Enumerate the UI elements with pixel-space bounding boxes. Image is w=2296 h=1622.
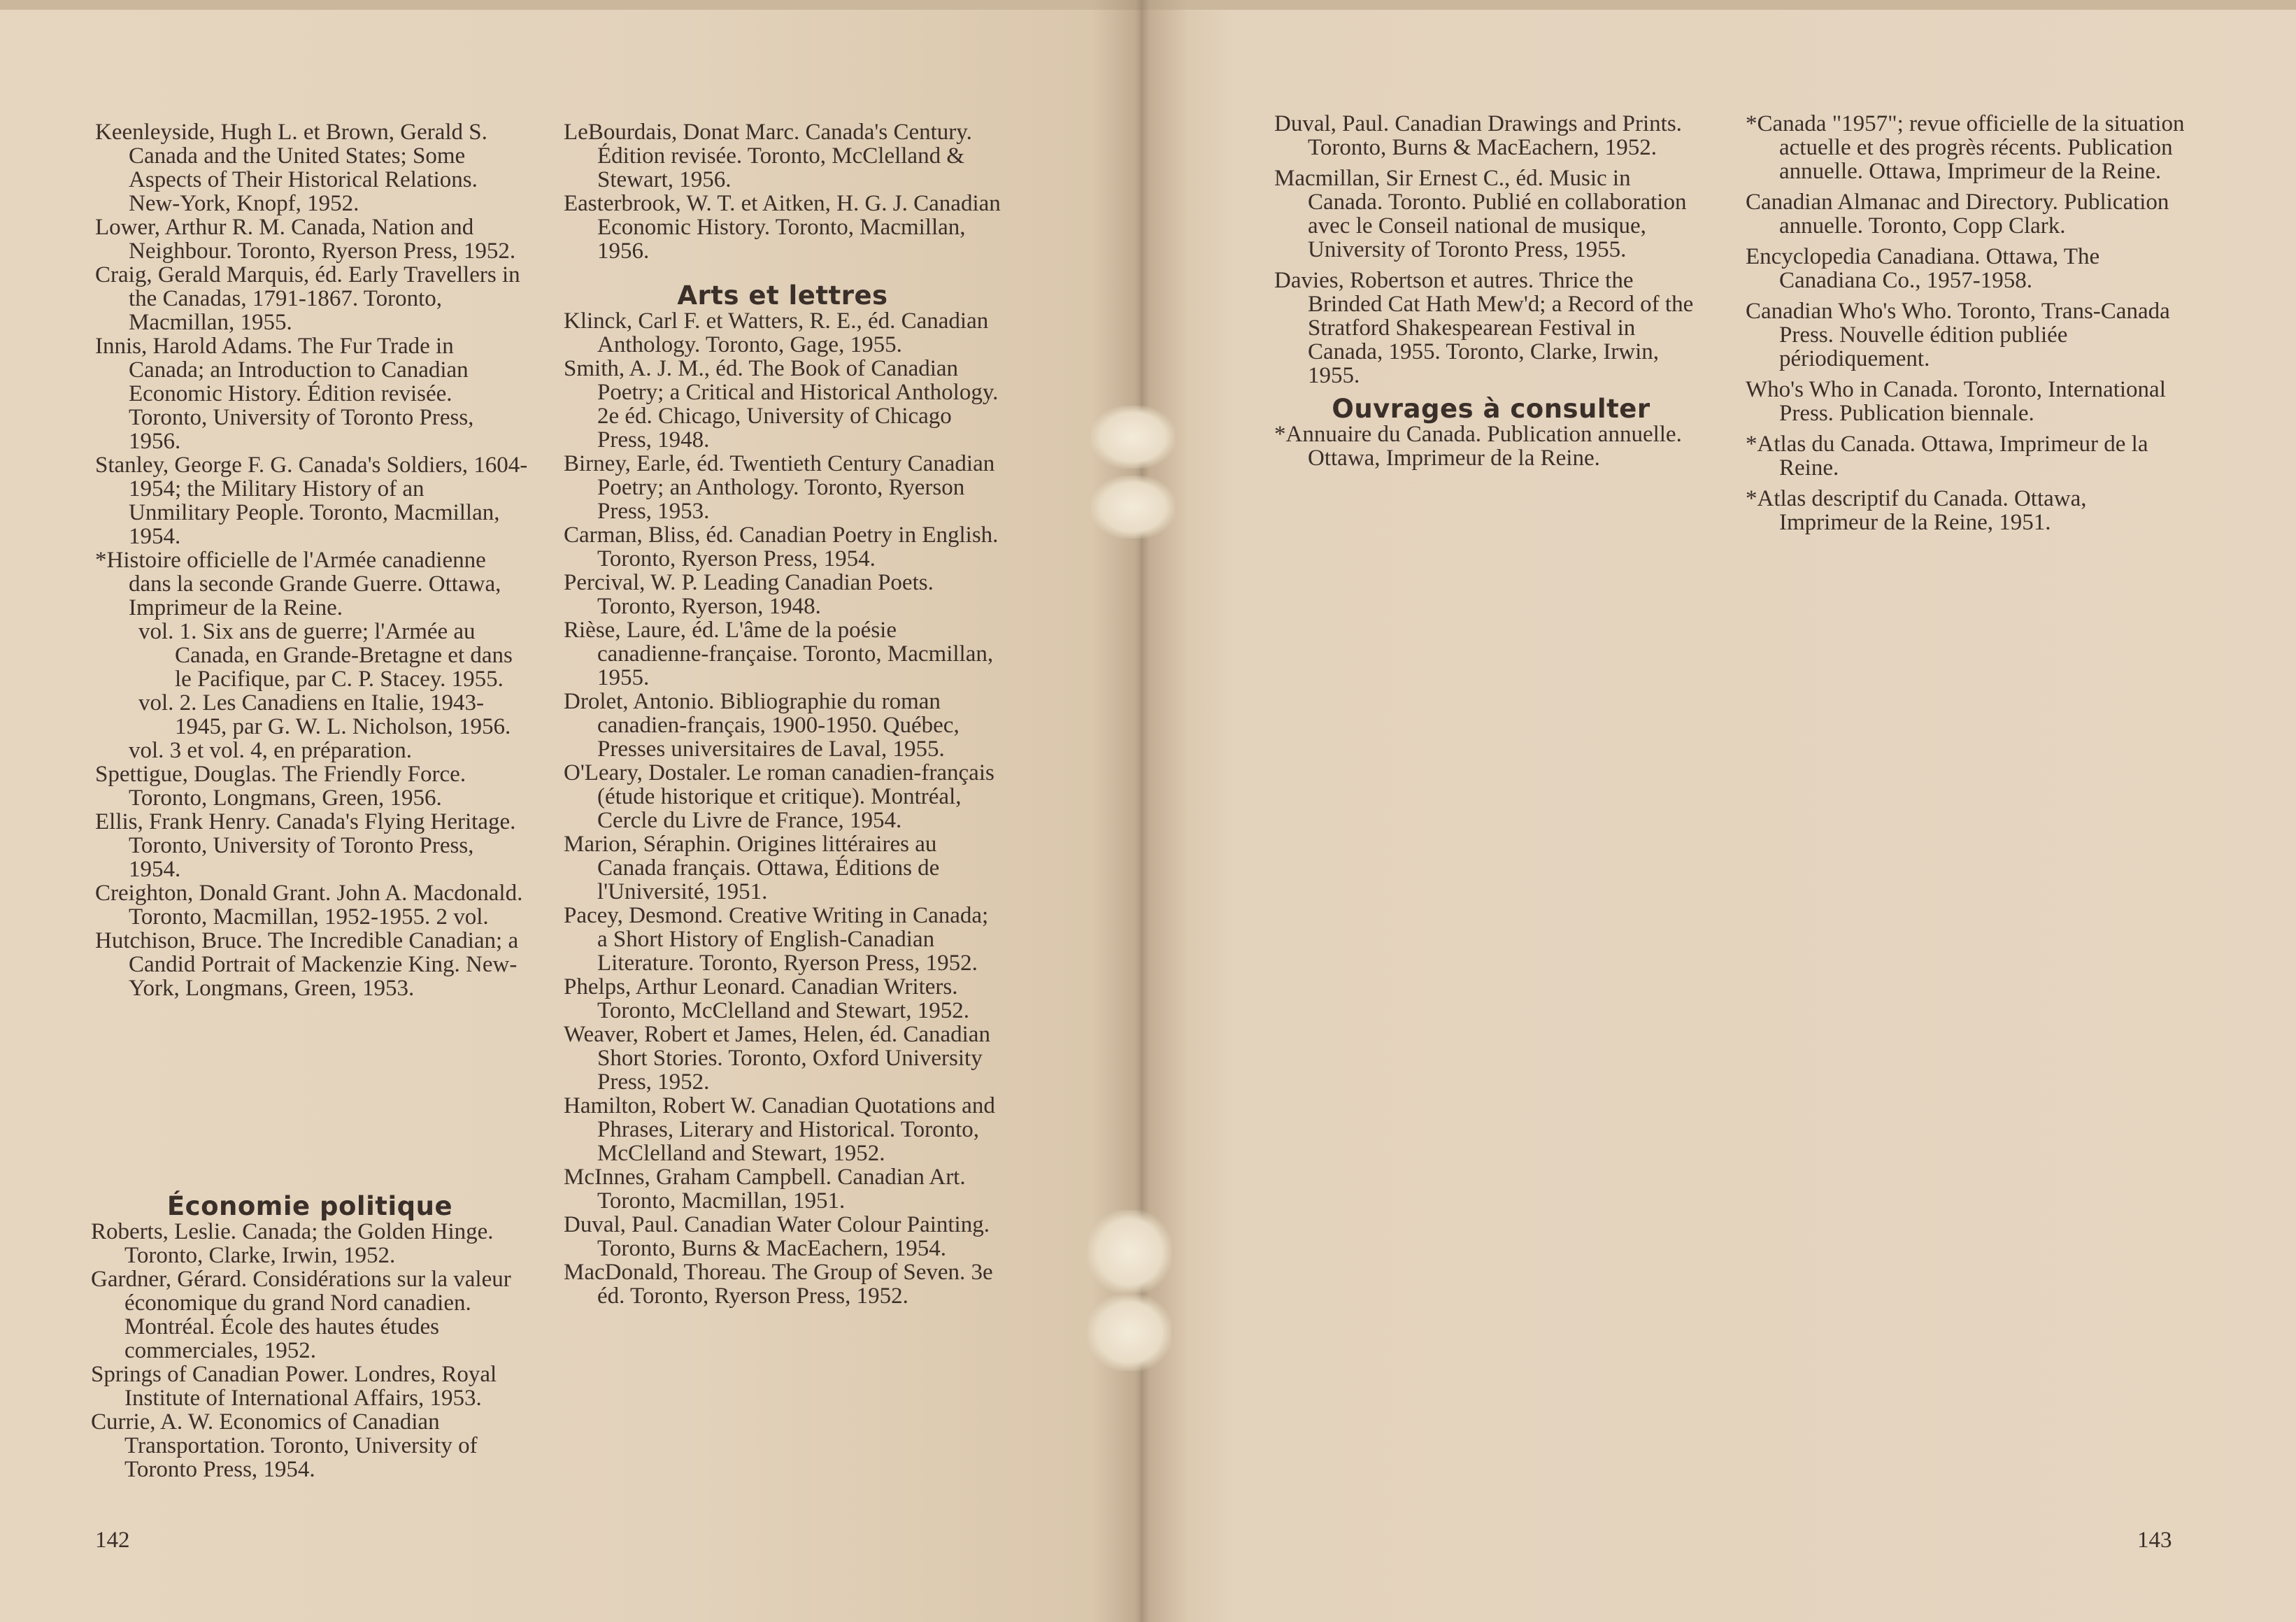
bibliography-entry: Rièse, Laure, éd. L'âme de la poésie canadienne-française. Toronto, Macmillan, 1955.	[564, 618, 994, 690]
bibliography-entry: Percival, W. P. Leading Canadian Poets. Toronto, Ryerson, 1948.	[564, 570, 934, 619]
bibliography-entry: Duval, Paul. Canadian Drawings and Prints. Toronto, Burns & MacEachern, 1952.	[1274, 111, 1682, 160]
bibliography-entry: Smith, A. J. M., éd. The Book of Canadian Poetry; a Critical and Historical Anthology. 2e éd. Chicago, University of Chicago Press, 1948.	[564, 356, 999, 453]
bibliography-entry: Pacey, Desmond. Creative Writing in Canada; a Short History of English-Canadian Literature. Toronto, Ryerson Press, 1952.	[564, 903, 989, 976]
bibliography-entry: Klinck, Carl F. et Watters, R. E., éd. Canadian Anthology. Toronto, Gage, 1955.	[564, 308, 989, 357]
left-page-column-2	[564, 120, 1001, 1308]
staple-hole-upper	[1091, 406, 1175, 469]
bibliography-entry: Carman, Bliss, éd. Canadian Poetry in English. Toronto, Ryerson Press, 1954.	[564, 522, 999, 571]
bibliography-entry: Springs of Canadian Power. Londres, Royal Institute of International Affairs, 1953.	[91, 1362, 497, 1411]
section-heading-ouvrages: Ouvrages à consulter	[1332, 394, 1650, 424]
bibliography-entry: *Atlas descriptif du Canada. Ottawa, Imprimeur de la Reine, 1951.	[1746, 486, 2087, 535]
section-heading-arts: Arts et lettres	[677, 280, 888, 311]
section-heading-economie: Économie politique	[166, 1191, 453, 1221]
bibliography-entry: Innis, Harold Adams. The Fur Trade in Canada; an Introduction to Canadian Economic History. Édition revisée. Toronto, University of Toronto Press, 1956.	[95, 334, 474, 454]
bibliography-entry: O'Leary, Dostaler. Le roman canadien-français (étude historique et critique). Montréal, Cercle du Livre de France, 1954.	[564, 760, 994, 833]
bibliography-entry: Hutchison, Bruce. The Incredible Canadian; a Candid Portrait of Mackenzie King. New-York, Longmans, Green, 1953.	[95, 928, 519, 1001]
bibliography-entry: *Annuaire du Canada. Publication annuelle. Ottawa, Imprimeur de la Reine.	[1274, 422, 1682, 471]
bibliography-entry: Davies, Robertson et autres. Thrice the Brinded Cat Hath Mew'd; a Record of the Stratford Shakespearean Festival in Canada, 1955. Toronto, Clarke, Irwin, 1955.	[1274, 268, 1694, 388]
page-number-left: 142	[95, 1528, 130, 1553]
bibliography-entry: Gardner, Gérard. Considérations sur la valeur économique du grand Nord canadien. Montréal. École des hautes études commerciales, 1952.	[91, 1267, 511, 1363]
bibliography-entry: McInnes, Graham Campbell. Canadian Art. Toronto, Macmillan, 1951.	[564, 1165, 966, 1214]
volume-note: vol. 3 et vol. 4, en préparation.	[129, 738, 413, 763]
bibliography-entry: Craig, Gerald Marquis, éd. Early Travellers in the Canadas, 1791-1867. Toronto, Macmillan, 1955.	[95, 262, 520, 335]
bibliography-entry: Drolet, Antonio. Bibliographie du roman canadien-français, 1900-1950. Québec, Presses universitaires de Laval, 1955.	[564, 689, 960, 762]
page-number-right: 143	[2137, 1528, 2172, 1553]
bibliography-entry: Lower, Arthur R. M. Canada, Nation and Neighbour. Toronto, Ryerson Press, 1952.	[95, 215, 516, 264]
bibliography-entry: Duval, Paul. Canadian Water Colour Painting. Toronto, Burns & MacEachern, 1954.	[564, 1212, 990, 1261]
bibliography-entry: Weaver, Robert et James, Helen, éd. Canadian Short Stories. Toronto, Oxford University Press, 1952.	[564, 1022, 990, 1095]
bibliography-entry: LeBourdais, Donat Marc. Canada's Century. Édition revisée. Toronto, McClelland & Stewart, 1956.	[564, 120, 972, 192]
bibliography-entry: Canadian Who's Who. Toronto, Trans-Canada Press. Nouvelle édition publiée périodiquement.	[1746, 299, 2170, 371]
bibliography-entry: MacDonald, Thoreau. The Group of Seven. 3e éd. Toronto, Ryerson Press, 1952.	[564, 1260, 993, 1309]
left-page-economie-section	[91, 1182, 529, 1481]
volume-entry: vol. 1. Six ans de guerre; l'Armée au Canada, en Grande-Bretagne et dans le Pacifique, par C. P. Stacey. 1955.	[138, 619, 513, 692]
bibliography-entry: Keenleyside, Hugh L. et Brown, Gerald S. Canada and the United States; Some Aspects of Their Historical Relations. New-York, Knopf, 1952.	[95, 120, 487, 216]
bibliography-entry: Encyclopedia Canadiana. Ottawa, The Canadiana Co., 1957-1958.	[1746, 244, 2100, 293]
bibliography-entry: Hamilton, Robert W. Canadian Quotations and Phrases, Literary and Historical. Toronto, McClelland and Stewart, 1952.	[564, 1093, 995, 1166]
bibliography-entry: Marion, Séraphin. Origines littéraires au Canada français. Ottawa, Éditions de l'Université, 1951.	[564, 832, 940, 904]
bibliography-entry: Currie, A. W. Economics of Canadian Transportation. Toronto, University of Toronto Press, 1954.	[91, 1409, 478, 1482]
bibliography-entry: *Histoire officielle de l'Armée canadienne dans la seconde Grande Guerre. Ottawa, Imprimeur de la Reine.	[95, 548, 501, 620]
right-page-column-1	[1274, 112, 1708, 477]
staple-hole-bottom-lower	[1088, 1294, 1171, 1371]
bibliography-entry: Phelps, Arthur Leonard. Canadian Writers. Toronto, McClelland and Stewart, 1952.	[564, 974, 970, 1023]
bibliography-entry: *Canada "1957"; revue officielle de la situation actuelle et des progrès récents. Publication annuelle. Ottawa, Imprimeur de la Reine.	[1746, 111, 2185, 184]
bibliography-entry: Creighton, Donald Grant. John A. Macdonald. Toronto, Macmillan, 1952-1955. 2 vol.	[95, 881, 523, 930]
bibliography-entry: Roberts, Leslie. Canada; the Golden Hinge. Toronto, Clarke, Irwin, 1952.	[91, 1219, 494, 1268]
bibliography-entry: Spettigue, Douglas. The Friendly Force. Toronto, Longmans, Green, 1956.	[95, 762, 466, 811]
book-gutter	[1091, 0, 1189, 1622]
bibliography-entry: Who's Who in Canada. Toronto, International Press. Publication biennale.	[1746, 377, 2166, 426]
bibliography-entry: Stanley, George F. G. Canada's Soldiers, 1604-1954; the Military History of an Unmilitary People. Toronto, Macmillan, 1954.	[95, 453, 528, 549]
bibliography-entry: *Atlas du Canada. Ottawa, Imprimeur de la Reine.	[1746, 432, 2148, 481]
bibliography-entry: Easterbrook, W. T. et Aitken, H. G. J. Canadian Economic History. Toronto, Macmillan, 1956.	[564, 191, 1001, 264]
bibliography-entry: Macmillan, Sir Ernest C., éd. Music in Canada. Toronto. Publié en collaboration avec le Conseil national de musique, University of Toronto Press, 1955.	[1274, 166, 1687, 262]
staple-hole-bottom-upper	[1088, 1210, 1171, 1294]
right-page-column-2	[1746, 112, 2186, 541]
staple-hole-lower	[1091, 476, 1175, 539]
left-page-column-1	[95, 120, 529, 1000]
bibliography-entry: Ellis, Frank Henry. Canada's Flying Heritage. Toronto, University of Toronto Press, 1954.	[95, 809, 516, 882]
bibliography-entry: Canadian Almanac and Directory. Publication annuelle. Toronto, Copp Clark.	[1746, 190, 2169, 239]
volume-entry: vol. 2. Les Canadiens en Italie, 1943-1945, par G. W. L. Nicholson, 1956.	[138, 690, 511, 739]
bibliography-entry: Birney, Earle, éd. Twentieth Century Canadian Poetry; an Anthology. Toronto, Ryerson Press, 1953.	[564, 451, 995, 524]
